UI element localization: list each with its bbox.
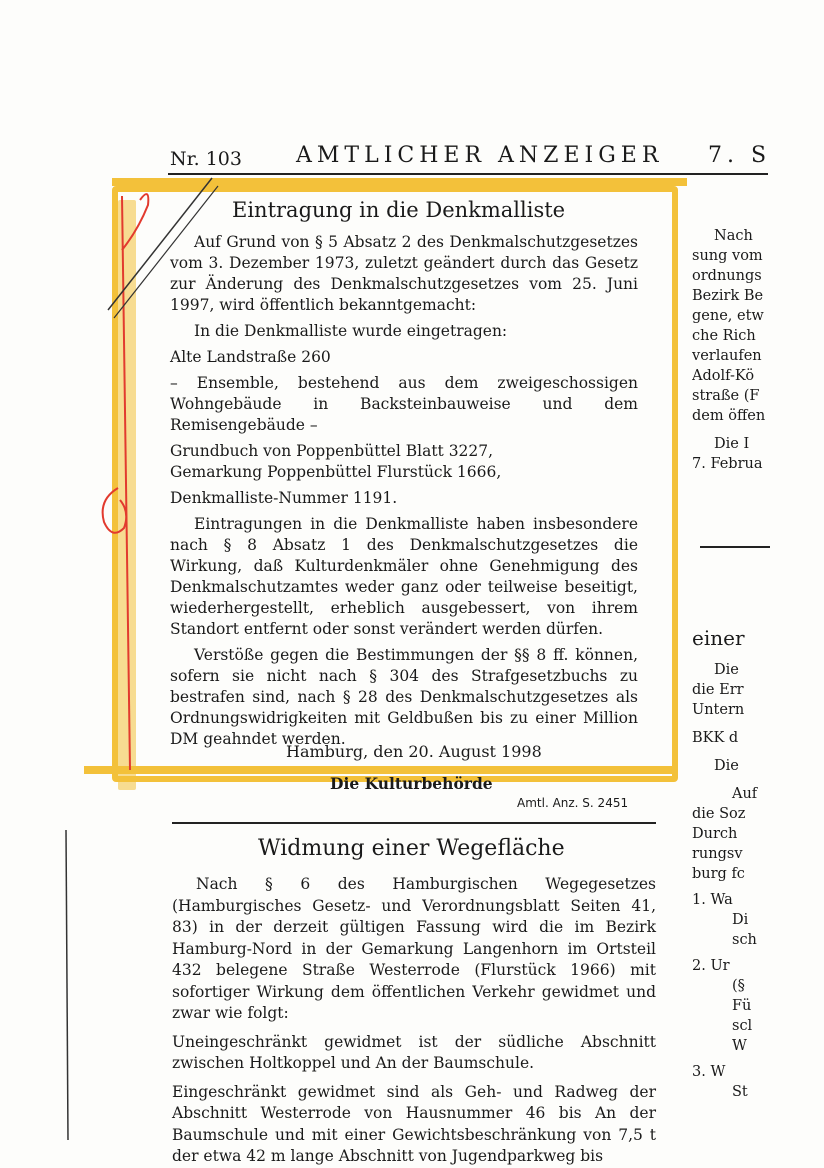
right-line: Di xyxy=(732,912,749,928)
article1-entry-intro: In die Denkmalliste wurde eingetragen: xyxy=(194,322,508,340)
right-line: 3. W xyxy=(692,1064,726,1080)
right-line: 7. Februa xyxy=(692,456,763,472)
right-line: gene, etw xyxy=(692,308,764,324)
right-line: Durch xyxy=(692,826,738,842)
right-line: Die xyxy=(714,758,739,774)
right-line: W xyxy=(732,1038,747,1054)
right-line: verlaufen xyxy=(692,348,762,364)
right-line: sch xyxy=(732,932,757,948)
right-line: Adolf-Kö xyxy=(692,368,755,384)
article1-gemarkung: Gemarkung Poppenbüttel Flurstück 1666, xyxy=(170,463,502,481)
right-line: Nach xyxy=(714,228,753,244)
right-line: Untern xyxy=(692,702,745,718)
right-line: (§ xyxy=(732,978,745,994)
article1-place-date: Hamburg, den 20. August 1998 xyxy=(286,742,542,761)
pencil-margin-line xyxy=(66,830,68,1140)
article2-para1: Nach § 6 des Hamburgischen Wegegesetzes (Hamburgisches Gesetz- und Verordnungsblatt Seiten 41, 83) in der derzeit gültigen Fassung wird die im Bezirk Hamburg-Nord in der Gemarkung Langenhorn im Ortsteil 432 belegene Straße Westerrode (Flurstück 1966) mit sofortiger Wirkung dem öffentlichen Verkehr gewidmet und zwar wie folgt: xyxy=(172,875,656,1022)
right-line: sung vom xyxy=(692,248,763,264)
article1-reference: Amtl. Anz. S. 2451 xyxy=(517,796,629,810)
article2-title: Widmung einer Wegefläche xyxy=(258,836,565,861)
right-line: dem öffen xyxy=(692,408,766,424)
article1-intro: Auf Grund von § 5 Absatz 2 des Denkmalschutzgesetzes vom 3. Dezember 1973, zuletzt geändert durch das Gesetz zur Änderung des Denkmalschutzgesetzes vom 25. Juni 1997, wird öffentlich bekanntgemacht: xyxy=(170,233,638,314)
article2-body xyxy=(172,874,656,1168)
right-line: Fü xyxy=(732,998,752,1014)
right-line: Bezirk Be xyxy=(692,288,764,304)
right-line: burg fc xyxy=(692,866,745,882)
article1-grundbuch: Grundbuch von Poppenbüttel Blatt 3227, xyxy=(170,442,494,460)
article1-body xyxy=(170,232,638,750)
right-column-lower xyxy=(692,660,767,1102)
article1-penalty: Verstöße gegen die Bestimmungen der §§ 8 ff. können, sofern sie nicht nach § 304 des Strafgesetzbuchs zu bestrafen sind, nach § 28 des Denkmalschutzgesetzes als Ordnungswidrigkeiten mit Geldbußen bis zu einer Million DM geahndet werden. xyxy=(170,646,638,748)
right-column-heading: einer xyxy=(692,628,745,648)
right-line: die Err xyxy=(692,682,744,698)
red-pen-circle-mark xyxy=(103,488,127,533)
right-line: scl xyxy=(732,1018,753,1034)
right-line: die Soz xyxy=(692,806,746,822)
right-line: 2. Ur xyxy=(692,958,730,974)
issue-number: Nr. 103 xyxy=(170,148,242,170)
article1-title: Eintragung in die Denkmalliste xyxy=(232,198,566,222)
right-line: Die xyxy=(714,662,739,678)
right-line: Auf xyxy=(732,786,758,802)
issue-date-fragment: 7. S xyxy=(708,143,772,168)
right-column-rule xyxy=(700,546,770,548)
article1-address: Alte Landstraße 260 xyxy=(170,348,331,366)
right-line: St xyxy=(732,1084,748,1100)
article2-para2: Uneingeschränkt gewidmet ist der südliche Abschnitt zwischen Holtkoppel und An der Baumschule. xyxy=(172,1032,656,1072)
article2-para3: Eingeschränkt gewidmet sind als Geh- und Radweg der Abschnitt Westerrode von Hausnummer 46 bis An der Baumschule und mit einer Gewichtsbeschränkung von 7,5 t der etwa 42 m lange Abschnitt von Jugendparkweg bis xyxy=(172,1082,656,1165)
article1-description: – Ensemble, bestehend aus dem zweigeschossigen Wohngebäude in Backsteinbauweise und dem Remisengebäude – xyxy=(170,374,638,434)
right-line: 1. Wa xyxy=(692,892,733,908)
article1-authority: Die Kulturbehörde xyxy=(330,774,493,793)
right-line: ordnungs xyxy=(692,268,762,284)
article1-effect: Eintragungen in die Denkmalliste haben insbesondere nach § 8 Absatz 1 des Denkmalschutzgesetzes die Wirkung, daß Kulturdenkmäler ohne Genehmigung des Denkmalschutzamtes weder ganz oder teilweise beseitigt, wiederhergestellt, erheblich ausgebessert, von ihrem Standort entfernt oder sonst verändert werden dürfen. xyxy=(170,515,638,638)
red-pen-hook-mark xyxy=(122,194,148,250)
right-line: che Rich xyxy=(692,328,756,344)
publication-title: AMTLICHER ANZEIGER xyxy=(296,143,664,168)
article1-list-number: Denkmalliste-Nummer 1191. xyxy=(170,489,398,507)
right-line: BKK d xyxy=(692,730,739,746)
right-line: straße (F xyxy=(692,388,760,404)
right-column-top xyxy=(692,226,767,474)
right-line: Die I xyxy=(714,436,750,452)
article-separator xyxy=(172,822,656,824)
red-pen-vertical-mark xyxy=(122,196,130,770)
right-line: rungsv xyxy=(692,846,743,862)
